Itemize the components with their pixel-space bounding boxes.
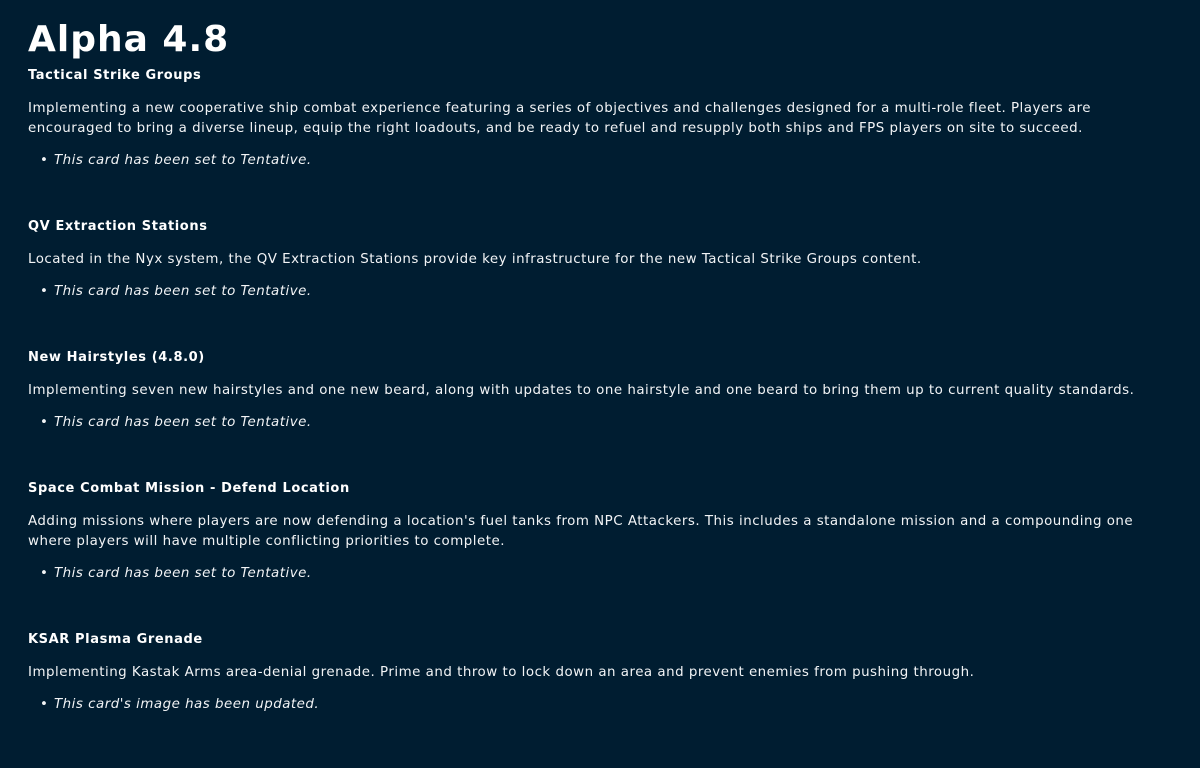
card-list	[28, 66, 1172, 715]
card-note	[40, 564, 1172, 584]
bullet-icon: •	[40, 153, 49, 168]
card-space-combat-mission	[28, 479, 1172, 584]
card-description: Implementing seven new hairstyles and one new beard, along with updates to one hairstyle and one beard to bring them up to current quality standards.	[28, 383, 1135, 398]
card-note	[40, 413, 1172, 433]
card-notes	[28, 695, 1172, 715]
card-tactical-strike-groups	[28, 66, 1172, 171]
card-title: Tactical Strike Groups	[28, 68, 202, 83]
card-note-text: This card has been set to Tentative.	[54, 566, 312, 581]
card-description: Adding missions where players are now defending a location's fuel tanks from NPC Attackers. This includes a standalone mission and a compounding one where players will have multiple conflicting priorities to complete.	[28, 514, 1134, 549]
card-description: Implementing a new cooperative ship combat experience featuring a series of objectives and challenges designed for a multi-role fleet. Players are encouraged to bring a diverse lineup, equip the right loadouts, and be ready to refuel and resupply both ships and FPS players on site to succeed.	[28, 101, 1092, 136]
card-notes	[28, 564, 1172, 584]
card-title: KSAR Plasma Grenade	[28, 632, 203, 647]
bullet-icon: •	[40, 284, 49, 299]
card-note	[40, 695, 1172, 715]
bullet-icon: •	[40, 697, 49, 712]
card-title: Space Combat Mission - Defend Location	[28, 481, 350, 496]
card-qv-extraction-stations	[28, 217, 1172, 302]
bullet-icon: •	[40, 566, 49, 581]
card-description: Located in the Nyx system, the QV Extraction Stations provide key infrastructure for the new Tactical Strike Groups content.	[28, 252, 922, 267]
card-notes	[28, 151, 1172, 171]
card-notes	[28, 282, 1172, 302]
card-new-hairstyles	[28, 348, 1172, 433]
card-title: New Hairstyles (4.8.0)	[28, 350, 205, 365]
card-note	[40, 151, 1172, 171]
card-description: Implementing Kastak Arms area-denial grenade. Prime and throw to lock down an area and prevent enemies from pushing through.	[28, 665, 975, 680]
card-ksar-plasma-grenade	[28, 630, 1172, 715]
card-title: QV Extraction Stations	[28, 219, 208, 234]
page-title: Alpha 4.8	[28, 19, 230, 60]
card-note-text: This card's image has been updated.	[54, 697, 320, 712]
card-note	[40, 282, 1172, 302]
card-note-text: This card has been set to Tentative.	[54, 153, 312, 168]
card-note-text: This card has been set to Tentative.	[54, 415, 312, 430]
bullet-icon: •	[40, 415, 49, 430]
card-note-text: This card has been set to Tentative.	[54, 284, 312, 299]
card-notes	[28, 413, 1172, 433]
